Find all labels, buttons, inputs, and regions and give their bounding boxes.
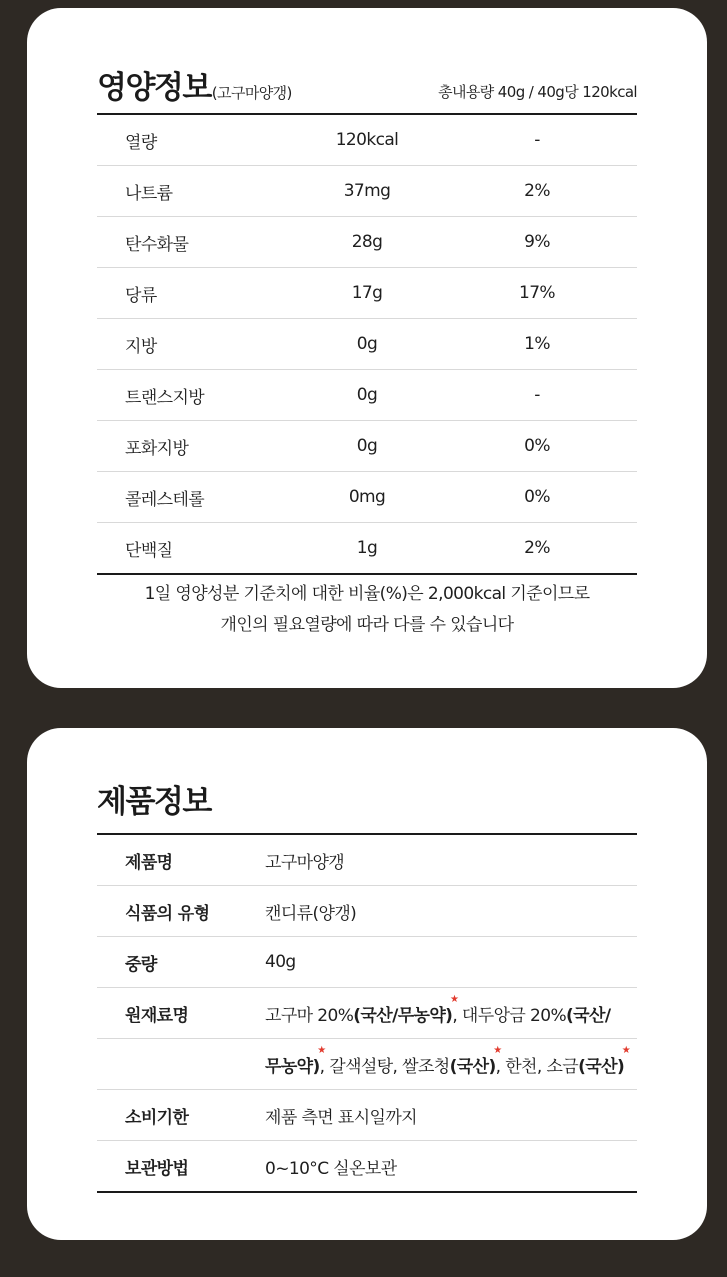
nutrient-name: 콜레스테롤 bbox=[125, 489, 205, 510]
ingredient-text: , 갈색설탕, 쌀조청 bbox=[319, 1056, 450, 1077]
nutrient-percent: 0% bbox=[524, 436, 550, 456]
storage-value: 0~10°C 실온보관 bbox=[265, 1158, 397, 1179]
table-row bbox=[97, 886, 637, 937]
nutrient-amount: 1g bbox=[356, 538, 378, 558]
nutrient-name: 당류 bbox=[125, 285, 157, 306]
nutrient-name: 지방 bbox=[125, 336, 157, 357]
expiry-label: 소비기한 bbox=[125, 1107, 189, 1128]
product-name-label: 제품명 bbox=[125, 852, 173, 873]
table-row bbox=[97, 1141, 637, 1191]
daily-value-note bbox=[27, 579, 707, 641]
ingredient-text: , 한천, 소금 bbox=[495, 1056, 579, 1077]
table-row bbox=[97, 217, 637, 268]
nutrient-amount: 0mg bbox=[348, 487, 386, 507]
table-row bbox=[97, 370, 637, 421]
product-table bbox=[97, 833, 637, 1193]
nutrition-card bbox=[27, 8, 707, 688]
nutrient-amount: 0g bbox=[356, 436, 378, 456]
nutrient-name: 나트륨 bbox=[125, 183, 173, 204]
table-row bbox=[97, 988, 637, 1039]
nutrient-amount: 28g bbox=[351, 232, 383, 252]
nutrient-percent: - bbox=[534, 130, 540, 150]
storage-label: 보관방법 bbox=[125, 1158, 189, 1179]
nutrient-name: 탄수화물 bbox=[125, 234, 189, 255]
ingredients-line-2 bbox=[265, 1052, 637, 1077]
product-header bbox=[97, 776, 637, 818]
nutrient-name: 트랜스지방 bbox=[125, 387, 205, 408]
food-type-label: 식품의 유형 bbox=[125, 903, 210, 924]
serving-info: 총내용량 40g / 40g당 120kcal bbox=[438, 83, 637, 101]
nutrient-percent: 2% bbox=[524, 538, 550, 558]
nutrient-amount: 0g bbox=[356, 334, 378, 354]
nutrient-amount: 17g bbox=[351, 283, 383, 303]
table-row bbox=[97, 835, 637, 886]
table-row bbox=[97, 115, 637, 166]
nutrient-percent: 9% bbox=[524, 232, 550, 252]
ingredient-origin: (국산/ bbox=[566, 1005, 611, 1026]
nutrient-name: 단백질 bbox=[125, 540, 173, 561]
nutrition-header bbox=[97, 56, 637, 104]
product-name-value: 고구마양갱 bbox=[265, 852, 345, 873]
nutrition-title-group bbox=[97, 70, 292, 106]
table-row bbox=[97, 1039, 637, 1090]
nutrient-percent: 2% bbox=[524, 181, 550, 201]
weight-label: 중량 bbox=[125, 954, 157, 975]
expiry-value: 제품 측면 표시일까지 bbox=[265, 1107, 418, 1128]
table-row bbox=[97, 319, 637, 370]
nutrient-amount: 0g bbox=[356, 385, 378, 405]
table-row bbox=[97, 268, 637, 319]
nutrition-subtitle: (고구마양갱) bbox=[211, 84, 292, 102]
food-type-value: 캔디류(양갱) bbox=[265, 903, 357, 924]
ingredient-origin: (국산) ★ bbox=[450, 1057, 496, 1077]
nutrient-percent: 1% bbox=[524, 334, 550, 354]
note-line: 개인의 필요열량에 따라 다를 수 있습니다 bbox=[220, 615, 514, 635]
note-line: 1일 영양성분 기준치에 대한 비율(%)은 2,000kcal 기준이므로 bbox=[144, 584, 590, 604]
ingredients-label: 원재료명 bbox=[125, 1005, 189, 1026]
table-row bbox=[97, 1090, 637, 1141]
weight-value: 40g bbox=[265, 952, 296, 972]
table-row bbox=[97, 472, 637, 523]
nutrition-table bbox=[97, 113, 637, 575]
product-card bbox=[27, 728, 707, 1240]
ingredient-origin: (국산/무농약) ★ bbox=[353, 1006, 452, 1026]
ingredients-line-1 bbox=[265, 1001, 637, 1026]
nutrient-name: 열량 bbox=[125, 132, 157, 153]
ingredient-origin: (국산) ★ bbox=[578, 1057, 624, 1077]
table-row bbox=[97, 523, 637, 573]
nutrient-name: 포화지방 bbox=[125, 438, 189, 459]
nutrient-amount: 37mg bbox=[343, 181, 391, 201]
nutrient-percent: 17% bbox=[519, 283, 555, 303]
ingredient-text: 고구마 20% bbox=[265, 1005, 354, 1026]
ingredient-origin: 무농약) ★ bbox=[265, 1057, 320, 1077]
nutrient-percent: 0% bbox=[524, 487, 550, 507]
nutrient-percent: - bbox=[534, 385, 540, 405]
nutrient-amount: 120kcal bbox=[335, 130, 399, 150]
product-title: 제품정보 bbox=[97, 784, 211, 820]
ingredient-text: , 대두앙금 20% bbox=[452, 1005, 567, 1026]
table-row bbox=[97, 937, 637, 988]
table-row bbox=[97, 166, 637, 217]
nutrition-title: 영양정보 bbox=[97, 70, 211, 106]
table-row bbox=[97, 421, 637, 472]
